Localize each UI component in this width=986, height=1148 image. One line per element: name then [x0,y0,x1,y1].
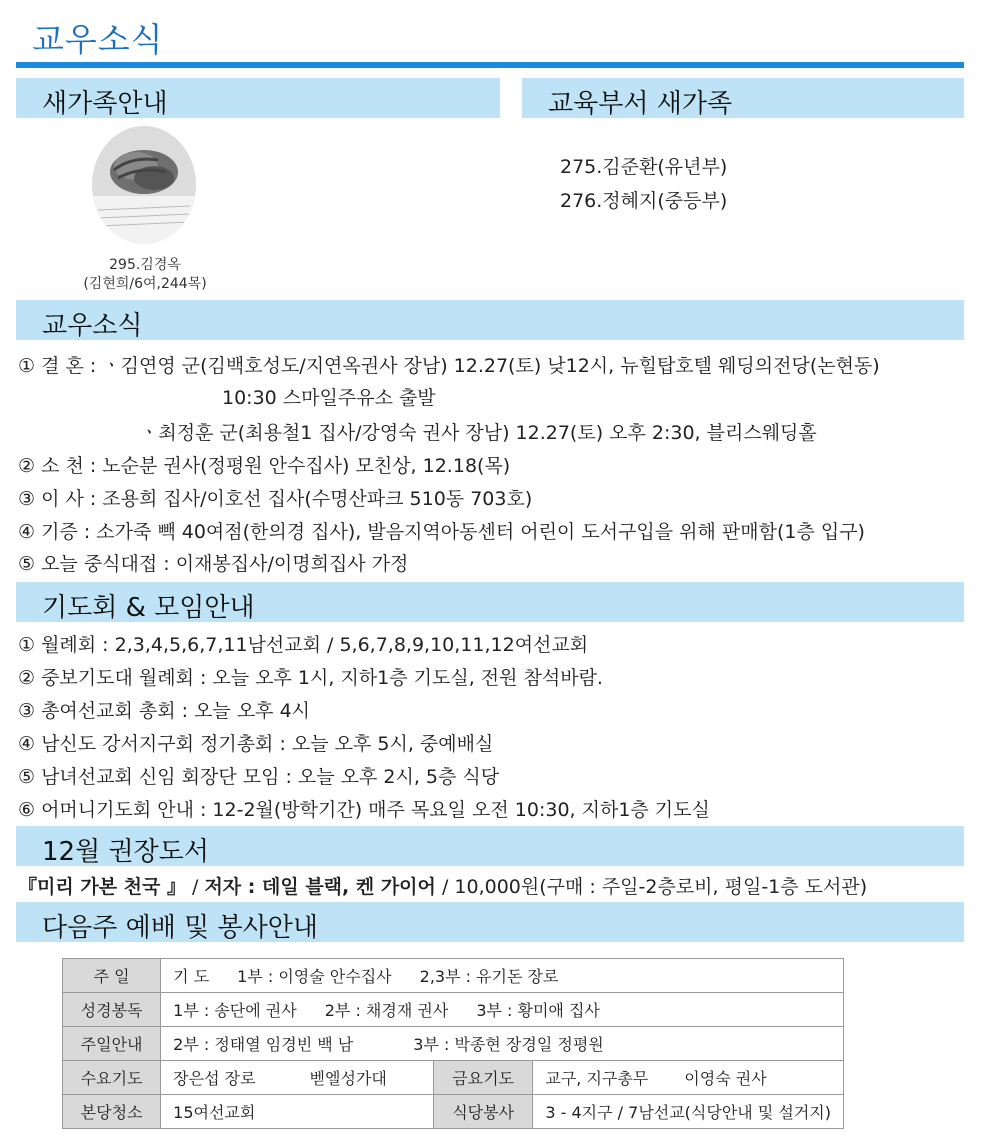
table-cell [161,1027,844,1061]
row-header-wednesday: 수요기도 [63,1061,161,1095]
news-item: ㆍ최정훈 군(최용철1 집사/강영숙 권사 장남) 12.27(토) 오후 2:30, 블리스웨딩홀 [140,422,817,444]
table-cell [161,959,844,993]
table-row [63,1027,844,1061]
table-row [63,1061,844,1095]
reading-3: 3부 : 황미애 집사 [476,1001,600,1020]
sunday-prayer-1: 1부 : 이영술 안수집사 [237,967,392,986]
section-prayer-title: 기도회 & 모임안내 [42,593,255,623]
news-item: ③ 이 사 : 조용희 집사/이호선 집사(수명산파크 510동 703호) [18,488,533,510]
new-family-photo [92,126,196,244]
row-header-friday: 금요기도 [433,1061,533,1095]
news-item: ⑤ 오늘 중식대접 : 이재봉집사/이명희집사 가정 [18,553,409,575]
prayer-item: ⑤ 남녀선교회 신임 회장단 모임 : 오늘 오후 2시, 5층 식당 [18,766,500,788]
row-header-kitchen: 식당봉사 [433,1095,533,1129]
book-recommendation [18,872,867,899]
table-row [63,1095,844,1129]
book-price-info: / 10,000원(구매 : 주일-2층로비, 평일-1층 도서관) [435,876,868,898]
prayer-item: ① 월례회 : 2,3,4,5,6,7,11남선교회 / 5,6,7,8,9,10,11,12여선교회 [18,634,589,656]
news-item: 10:30 스마일주유소 출발 [222,387,436,409]
reading-2: 2부 : 채경재 권사 [324,1001,449,1020]
section-new-family-title: 새가족안내 [42,89,168,119]
table-cell [161,1061,434,1095]
sunday-prayer-23: 2,3부 : 유기돈 장로 [419,967,559,986]
book-title: 『미리 가본 천국 』 [18,876,186,898]
book-author-label: 저자 : [204,876,262,898]
title-rule [16,62,964,68]
cleaning-group: 15여선교회 [161,1095,434,1129]
book-authors: 데일 블랙, 켄 가이어 [262,876,436,898]
table-cell [533,1061,844,1095]
prayer-item: ③ 총여선교회 총회 : 오늘 오후 4시 [18,700,311,722]
section-news [16,300,964,340]
wednesday-choir: 벧엘성가대 [309,1069,387,1088]
section-next-week [16,902,964,942]
page-title: 교우소식 [32,20,164,59]
table-row [63,959,844,993]
praying-hands-image [92,126,196,244]
row-header-reading: 성경봉독 [63,993,161,1027]
news-item: ① 결 혼 : ㆍ김연영 군(김백호성도/지연옥권사 장남) 12.27(토) 낮12시, 뉴힐탑호텔 웨딩의전당(논현동) [18,355,880,377]
wednesday-leader: 장은섭 장로 [173,1069,256,1088]
usher-2: 2부 : 정태열 임경빈 백 남 [173,1035,354,1054]
section-new-family [16,78,500,118]
prayer-item: ② 중보기도대 월례회 : 오늘 오후 1시, 지하1층 기도실, 전원 참석바람. [18,667,603,689]
section-edu-family [522,78,964,118]
table-row [63,993,844,1027]
section-prayer [16,582,964,622]
row-header-cleaning: 본당청소 [63,1095,161,1129]
news-item: ④ 기증 : 소가죽 빽 40여점(한의경 집사), 발음지역아동센터 어린이 도서구입을 위해 판매함(1층 입구) [18,521,865,543]
service-table [62,958,844,1129]
new-family-name: 295.김경옥 [109,257,181,273]
table-cell [161,993,844,1027]
row-header-usher: 주일안내 [63,1027,161,1061]
prayer-item: ④ 남신도 강서지구회 정기총회 : 오늘 오후 5시, 중예배실 [18,733,494,755]
friday-leader: 이영숙 권사 [684,1069,767,1088]
usher-3: 3부 : 박종현 장경일 정평원 [413,1035,604,1054]
kitchen-group: 3 - 4지구 / 7남선교(식당안내 및 설거지) [533,1095,844,1129]
section-book-title: 12월 권장도서 [42,837,209,867]
sunday-prayer-label: 기 도 [173,967,210,986]
section-next-week-title: 다음주 예배 및 봉사안내 [42,913,318,943]
edu-family-item: 275.김준환(유년부) [560,156,728,178]
section-edu-family-title: 교육부서 새가족 [548,89,733,119]
edu-family-item: 276.정혜지(중등부) [560,190,728,212]
friday-group: 교구, 지구총무 [545,1069,649,1088]
section-book [16,826,964,866]
new-family-detail: (김현희/6여,244목) [83,276,207,292]
reading-1: 1부 : 송단에 권사 [173,1001,297,1020]
row-header-sunday: 주 일 [63,959,161,993]
news-item: ② 소 천 : 노순분 권사(정평원 안수집사) 모친상, 12.18(목) [18,455,511,477]
prayer-item: ⑥ 어머니기도회 안내 : 12-2월(방학기간) 매주 목요일 오전 10:30, 지하1층 기도실 [18,799,710,821]
book-separator: / [185,876,205,898]
section-news-title: 교우소식 [42,311,143,341]
